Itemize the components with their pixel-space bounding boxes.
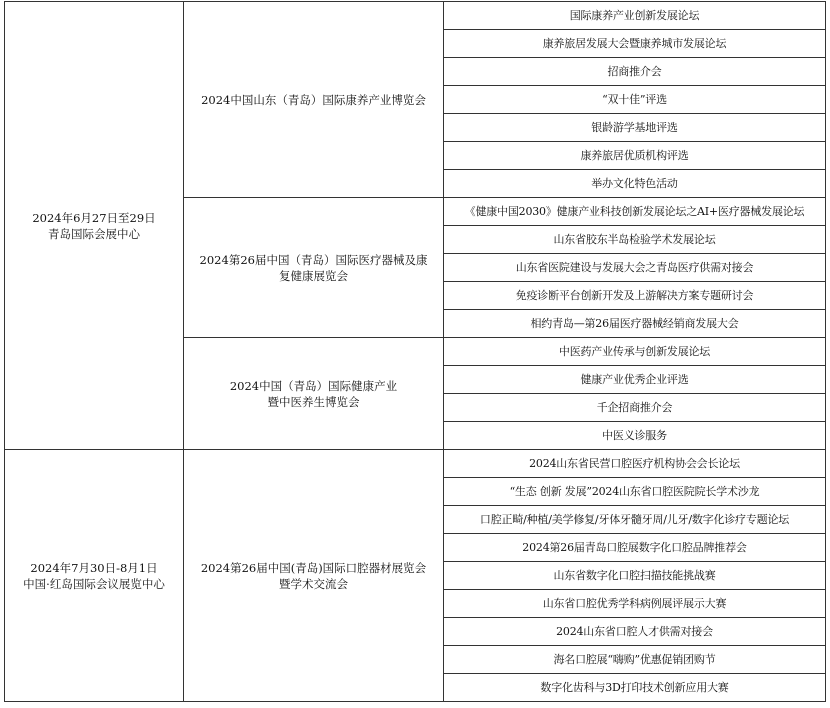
event-activity: 2024山东省口腔人才供需对接会 [444,618,826,646]
event-schedule-table [4,1,826,702]
event-activity: 2024第26届青岛口腔展数字化口腔品牌推荐会 [444,534,826,562]
expo-name-line: 2024第26届中国（青岛）国际医疗器械及康 [199,252,428,267]
event-activity: 相约青岛—第26届医疗器械经销商发展大会 [444,310,826,338]
event-activity: 国际康养产业创新发展论坛 [444,2,826,30]
event-activity: 山东省数字化口腔扫描技能挑战赛 [444,562,826,590]
event-activity: 招商推介会 [444,58,826,86]
event-date: 2024年6月27日至29日 [32,210,156,225]
date-venue-cell [5,450,184,702]
event-activity: 山东省医院建设与发展大会之青岛医疗供需对接会 [444,254,826,282]
event-activity: 银龄游学基地评选 [444,114,826,142]
event-activity: 《健康中国2030》健康产业科技创新发展论坛之AI+医疗器械发展论坛 [444,198,826,226]
expo-name-line: 2024第26届中国(青岛)国际口腔器材展览会 [200,560,427,575]
expo-name-line: 暨中医养生博览会 [267,394,360,409]
expo-name-line: 2024中国（青岛）国际健康产业 [229,378,398,393]
event-activity: 中医药产业传承与创新发展论坛 [444,338,826,366]
event-activity: 山东省胶东半岛检验学术发展论坛 [444,226,826,254]
event-venue: 中国·红岛国际会议展览中心 [23,576,165,591]
date-venue-cell [5,2,184,450]
expo-name-line: 暨学术交流会 [279,576,348,591]
event-activity: 山东省口腔优秀学科病例展评展示大赛 [444,590,826,618]
event-activity: 千企招商推介会 [444,394,826,422]
event-activity: 口腔正畸/种植/美学修复/牙体牙髓牙周/儿牙/数字化诊疗专题论坛 [444,506,826,534]
expo-name-cell [184,198,444,338]
event-activity: 2024山东省民营口腔医疗机构协会会长论坛 [444,450,826,478]
event-activity: “生态 创新 发展”2024山东省口腔医院院长学术沙龙 [444,478,826,506]
expo-name-cell [184,450,444,702]
expo-name-line: 2024中国山东（青岛）国际康养产业博览会 [201,92,426,107]
expo-name-cell [184,338,444,450]
table-row [5,2,826,30]
event-activity: 免疫诊断平台创新开发及上游解决方案专题研讨会 [444,282,826,310]
event-venue: 青岛国际会展中心 [48,226,140,241]
event-activity: “双十佳”评选 [444,86,826,114]
event-activity: 健康产业优秀企业评选 [444,366,826,394]
event-activity: 康养旅居发展大会暨康养城市发展论坛 [444,30,826,58]
event-activity: 康养旅居优质机构评选 [444,142,826,170]
event-activity: 中医义诊服务 [444,422,826,450]
event-date: 2024年7月30日-8月1日 [30,560,158,575]
expo-name-line: 复健康展览会 [279,268,348,283]
table-row [5,450,826,478]
event-activity: 数字化齿科与3D打印技术创新应用大赛 [444,674,826,702]
expo-name-cell [184,2,444,198]
event-activity: 海名口腔展“嗨购”优惠促销团购节 [444,646,826,674]
event-activity: 举办文化特色活动 [444,170,826,198]
